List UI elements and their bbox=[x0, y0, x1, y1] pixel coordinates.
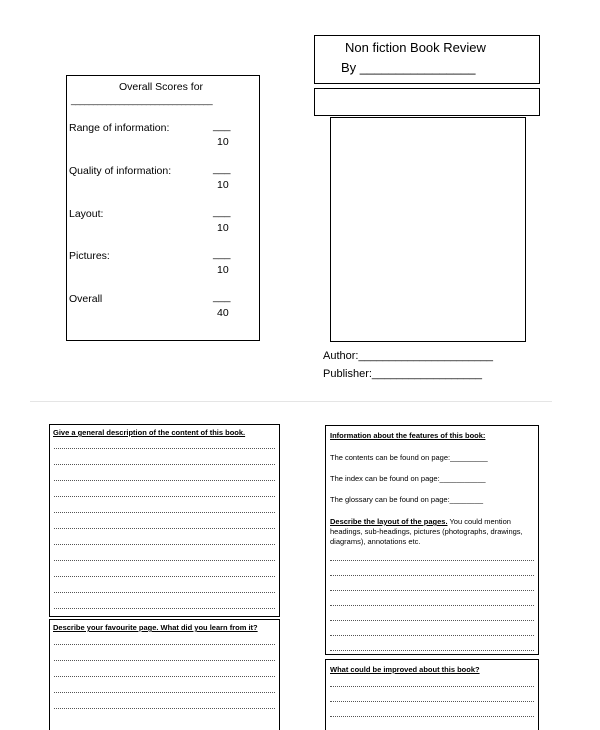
glossary-page-label: The glossary can be found on page: bbox=[330, 495, 450, 504]
score-label: Layout: bbox=[69, 208, 104, 220]
description-lines[interactable] bbox=[50, 448, 279, 609]
improvement-prompt: What could be improved about this book? bbox=[330, 665, 480, 674]
author-field[interactable]: Author:______________________ bbox=[323, 350, 494, 362]
score-blank[interactable]: ___ bbox=[213, 163, 231, 175]
favourite-prompt: Describe your favourite page. What did you learn from it? bbox=[53, 623, 258, 632]
contents-page-blank[interactable]: _________ bbox=[450, 453, 488, 462]
glossary-page-blank[interactable]: ________ bbox=[449, 495, 484, 504]
score-blank[interactable]: ___ bbox=[213, 120, 231, 132]
score-label: Range of information: bbox=[69, 122, 170, 134]
score-denominator: 40 bbox=[217, 307, 229, 319]
score-denominator: 10 bbox=[217, 179, 229, 191]
score-denominator: 10 bbox=[217, 264, 229, 276]
contents-page-row bbox=[330, 453, 488, 462]
reviewer-by-line[interactable]: By ________________ bbox=[341, 60, 476, 75]
score-label: Pictures: bbox=[69, 250, 110, 262]
section-divider bbox=[30, 401, 552, 402]
score-denominator: 10 bbox=[217, 222, 229, 234]
score-blank[interactable]: ___ bbox=[213, 248, 231, 260]
publisher-field[interactable]: Publisher:__________________ bbox=[323, 368, 483, 380]
description-prompt: Give a general description of the content of this book. bbox=[53, 428, 246, 437]
favourite-page-box bbox=[49, 619, 280, 730]
scores-heading: Overall Scores for bbox=[119, 81, 204, 93]
score-denominator: 10 bbox=[217, 136, 229, 148]
review-title: Non fiction Book Review bbox=[345, 40, 486, 55]
favourite-lines[interactable] bbox=[50, 644, 279, 709]
score-blank[interactable]: ___ bbox=[213, 291, 231, 303]
overall-scores-box bbox=[66, 75, 260, 341]
glossary-page-row bbox=[330, 495, 483, 504]
index-page-row bbox=[330, 474, 486, 483]
title-box bbox=[314, 35, 540, 84]
title-sub-box[interactable] bbox=[314, 88, 540, 116]
layout-lines[interactable] bbox=[326, 560, 538, 651]
score-blank[interactable]: ___ bbox=[213, 206, 231, 218]
layout-prompt-line-2: headings, sub-headings, pictures (photographs, drawings, bbox=[330, 527, 523, 536]
layout-prompt-line-3: diagrams), annotations etc. bbox=[330, 537, 421, 546]
index-page-label: The index can be found on page: bbox=[330, 474, 440, 483]
improvement-lines[interactable] bbox=[326, 686, 538, 717]
score-label: Quality of information: bbox=[69, 165, 172, 177]
book-picture-box[interactable] bbox=[330, 117, 526, 342]
improvement-box bbox=[325, 659, 539, 730]
layout-prompt: Describe the layout of the pages. You could mention bbox=[330, 517, 511, 526]
features-heading: Information about the features of this book: bbox=[330, 431, 486, 440]
features-box bbox=[325, 425, 539, 655]
index-page-blank[interactable]: ___________ bbox=[439, 474, 486, 483]
scores-heading-blank[interactable]: ________________________________ bbox=[71, 95, 212, 105]
contents-page-label: The contents can be found on page: bbox=[330, 453, 451, 462]
description-box bbox=[49, 424, 280, 617]
score-label: Overall bbox=[69, 293, 103, 305]
